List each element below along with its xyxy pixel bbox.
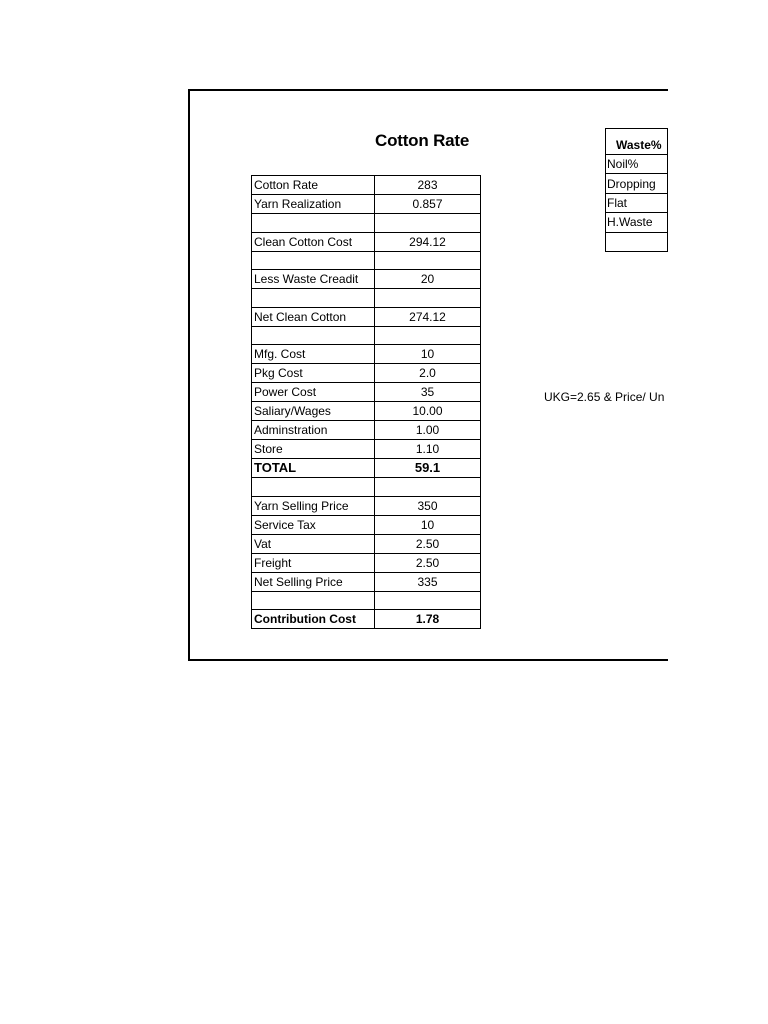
row-label: Contribution Cost bbox=[252, 610, 375, 629]
table-row bbox=[252, 478, 481, 497]
row-label: Pkg Cost bbox=[252, 364, 375, 383]
cost-table bbox=[251, 175, 481, 629]
table-row bbox=[252, 326, 481, 345]
waste-row: Noil% bbox=[606, 155, 668, 174]
waste-table bbox=[605, 128, 668, 252]
table-row bbox=[252, 232, 481, 251]
row-label bbox=[252, 478, 375, 497]
table-row bbox=[252, 345, 481, 364]
row-label: Clean Cotton Cost bbox=[252, 232, 375, 251]
table-row bbox=[252, 459, 481, 478]
table-row bbox=[252, 610, 481, 629]
row-value bbox=[375, 591, 481, 610]
row-value bbox=[375, 326, 481, 345]
sheet-title: Cotton Rate bbox=[375, 131, 470, 150]
table-row bbox=[252, 251, 481, 270]
row-value: 10 bbox=[375, 515, 481, 534]
row-value: 294.12 bbox=[375, 232, 481, 251]
row-label: Mfg. Cost bbox=[252, 345, 375, 364]
ukg-price-note: UKG=2.65 & Price/ Un bbox=[544, 390, 665, 404]
table-row bbox=[252, 496, 481, 515]
row-label: Yarn Realization bbox=[252, 195, 375, 214]
row-value bbox=[375, 478, 481, 497]
table-row bbox=[252, 553, 481, 572]
table-row bbox=[252, 270, 481, 289]
row-label bbox=[252, 214, 375, 233]
row-value: 1.00 bbox=[375, 421, 481, 440]
table-row bbox=[252, 572, 481, 591]
row-value bbox=[375, 214, 481, 233]
row-label: Vat bbox=[252, 534, 375, 553]
table-row bbox=[252, 383, 481, 402]
row-value: 1.78 bbox=[375, 610, 481, 629]
row-label bbox=[252, 326, 375, 345]
row-label: Power Cost bbox=[252, 383, 375, 402]
row-value: 274.12 bbox=[375, 307, 481, 326]
table-row bbox=[252, 307, 481, 326]
waste-row: H.Waste bbox=[606, 213, 668, 232]
row-label: Service Tax bbox=[252, 515, 375, 534]
row-label: Net Clean Cotton bbox=[252, 307, 375, 326]
waste-row: Flat bbox=[606, 193, 668, 212]
row-value: 1.10 bbox=[375, 440, 481, 459]
row-label: Saliary/Wages bbox=[252, 402, 375, 421]
row-value: 59.1 bbox=[375, 459, 481, 478]
table-row bbox=[252, 289, 481, 308]
table-row bbox=[252, 364, 481, 383]
row-value: 0.857 bbox=[375, 195, 481, 214]
table-row bbox=[252, 591, 481, 610]
table-row bbox=[252, 214, 481, 233]
row-label: Adminstration bbox=[252, 421, 375, 440]
row-value: 20 bbox=[375, 270, 481, 289]
table-row bbox=[252, 176, 481, 195]
row-value: 2.0 bbox=[375, 364, 481, 383]
row-value bbox=[375, 289, 481, 308]
row-value: 35 bbox=[375, 383, 481, 402]
table-row bbox=[252, 421, 481, 440]
row-label: Store bbox=[252, 440, 375, 459]
row-label: Cotton Rate bbox=[252, 176, 375, 195]
row-value: 10.00 bbox=[375, 402, 481, 421]
table-row bbox=[252, 534, 481, 553]
row-label: Freight bbox=[252, 553, 375, 572]
row-value bbox=[375, 251, 481, 270]
waste-row: Dropping bbox=[606, 174, 668, 193]
row-value: 10 bbox=[375, 345, 481, 364]
row-label bbox=[252, 591, 375, 610]
table-row bbox=[252, 440, 481, 459]
row-label: Less Waste Creadit bbox=[252, 270, 375, 289]
row-value: 2.50 bbox=[375, 534, 481, 553]
row-label: Net Selling Price bbox=[252, 572, 375, 591]
row-label bbox=[252, 289, 375, 308]
waste-header: Waste% bbox=[606, 129, 668, 155]
waste-row bbox=[606, 232, 668, 251]
row-value: 2.50 bbox=[375, 553, 481, 572]
table-row bbox=[252, 402, 481, 421]
row-label bbox=[252, 251, 375, 270]
row-value: 335 bbox=[375, 572, 481, 591]
row-label: TOTAL bbox=[252, 459, 375, 478]
row-label: Yarn Selling Price bbox=[252, 496, 375, 515]
row-value: 283 bbox=[375, 176, 481, 195]
table-row bbox=[252, 195, 481, 214]
table-row bbox=[252, 515, 481, 534]
row-value: 350 bbox=[375, 496, 481, 515]
